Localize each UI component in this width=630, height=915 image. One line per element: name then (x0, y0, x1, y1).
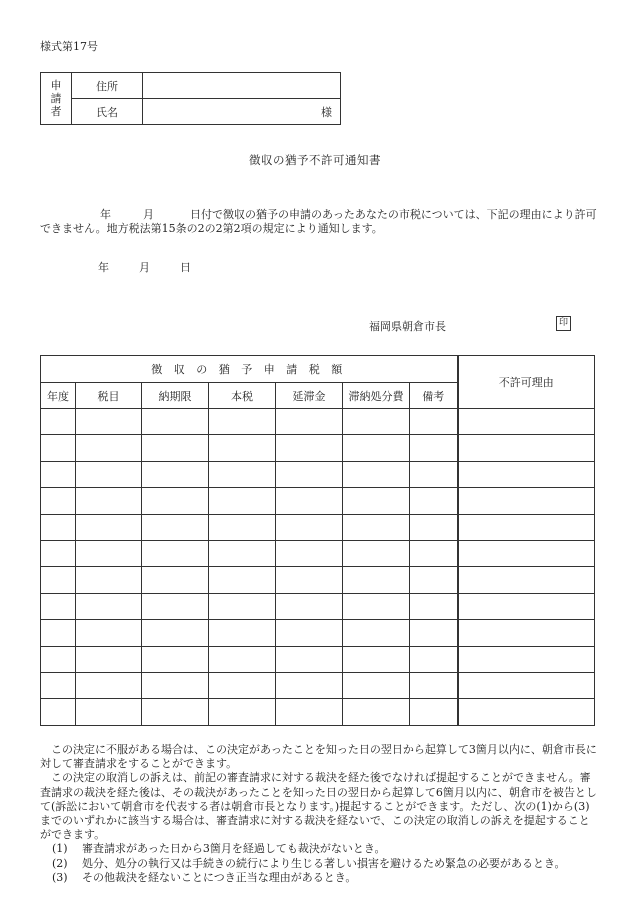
table-cell[interactable] (209, 461, 276, 487)
table-cell[interactable] (410, 540, 458, 566)
table-cell[interactable] (410, 646, 458, 672)
table-cell[interactable] (276, 540, 343, 566)
table-cell[interactable] (276, 672, 343, 698)
table-row (41, 435, 595, 461)
table-cell[interactable] (76, 514, 142, 540)
table-cell[interactable] (410, 672, 458, 698)
table-cell[interactable] (76, 461, 142, 487)
honorific: 様 (321, 105, 332, 119)
table-cell[interactable] (276, 488, 343, 514)
reason-cell[interactable] (458, 540, 595, 566)
table-cell[interactable] (41, 435, 76, 461)
table-cell[interactable] (142, 435, 209, 461)
table-cell[interactable] (209, 593, 276, 619)
table-row (41, 593, 595, 619)
table-cell[interactable] (343, 488, 410, 514)
note-paragraph-1: この決定に不服がある場合は、この決定があったことを知った日の翌日から起算して3箇月以内に、朝倉市長に対して審査請求をすることができます。 (40, 743, 597, 771)
col-header-year: 年度 (41, 383, 76, 409)
table-cell[interactable] (343, 699, 410, 725)
table-cell[interactable] (343, 461, 410, 487)
table-cell[interactable] (76, 435, 142, 461)
table-cell[interactable] (142, 672, 209, 698)
table-cell[interactable] (410, 567, 458, 593)
table-cell[interactable] (41, 488, 76, 514)
table-cell[interactable] (276, 620, 343, 646)
col-header-late-fee: 延滞金 (276, 383, 343, 409)
table-cell[interactable] (410, 461, 458, 487)
table-cell[interactable] (76, 620, 142, 646)
table-cell[interactable] (343, 409, 410, 435)
table-row (41, 699, 595, 725)
table-cell[interactable] (209, 646, 276, 672)
table-cell[interactable] (410, 435, 458, 461)
table-cell[interactable] (76, 646, 142, 672)
table-cell[interactable] (410, 699, 458, 725)
applicant-side-label: 申 請 者 (41, 73, 72, 125)
table-cell[interactable] (276, 461, 343, 487)
note-item-1: (1) 審査請求があった日から3箇月を経過しても裁決がないとき。 (52, 842, 386, 856)
reason-cell[interactable] (458, 488, 595, 514)
table-cell[interactable] (209, 514, 276, 540)
seal-mark: 印 (556, 316, 571, 331)
col-header-principal-tax: 本税 (209, 383, 276, 409)
table-cell[interactable] (343, 514, 410, 540)
table-cell[interactable] (41, 567, 76, 593)
table-cell[interactable] (276, 409, 343, 435)
table-cell[interactable] (41, 514, 76, 540)
table-cell[interactable] (76, 672, 142, 698)
table-row (41, 540, 595, 566)
table-cell[interactable] (142, 699, 209, 725)
name-label: 氏名 (72, 99, 143, 125)
col-header-disposition-cost: 滞納処分費 (343, 383, 410, 409)
table-cell[interactable] (142, 646, 209, 672)
note-item-2: (2) 処分、処分の執行又は手続きの続行により生じる著しい損害を避けるため緊急の必要があるとき。 (52, 856, 566, 870)
table-cell[interactable] (343, 567, 410, 593)
table-cell[interactable] (343, 593, 410, 619)
table-cell[interactable] (209, 488, 276, 514)
reason-cell[interactable] (458, 461, 595, 487)
body-paragraph: 年 月 日付で徴収の猶予の申請のあったあなたの市税については、下記の理由により許可できません。地方税法第15条の2の2第2項の規定により通知します。 (40, 208, 597, 235)
table-cell[interactable] (142, 461, 209, 487)
reason-cell[interactable] (458, 567, 595, 593)
issuer-name: 福岡県朝倉市長 (369, 320, 446, 333)
table-cell[interactable] (142, 409, 209, 435)
reason-cell[interactable] (458, 409, 595, 435)
table-cell[interactable] (41, 461, 76, 487)
table-cell[interactable] (209, 672, 276, 698)
note-paragraph-2: この決定の取消しの訴えは、前記の審査請求に対する裁決を経た後でなければ提起することができません。審査請求の裁決を経た後は、その裁決があったことを知った日の翌日から起算して6箇月以内に、朝倉市を被告として(訴訟において朝倉市を代表する者は朝倉市長となります。)提起することができます。ただし、次の(1)から(3)までのいずれかに該当する場合は、審査請求に対する裁決を経ないで、この決定の取消しの訴えを提起することができます。 (40, 771, 597, 842)
table-cell[interactable] (410, 409, 458, 435)
table-cell[interactable] (76, 409, 142, 435)
table-cell[interactable] (209, 540, 276, 566)
table-cell[interactable] (276, 567, 343, 593)
table-cell[interactable] (76, 488, 142, 514)
table-cell[interactable] (209, 409, 276, 435)
table-cell[interactable] (41, 699, 76, 725)
name-field[interactable] (143, 99, 341, 125)
table-cell[interactable] (142, 488, 209, 514)
table-row (41, 646, 595, 672)
reason-cell[interactable] (458, 646, 595, 672)
group-header: 徴 収 の 猶 予 申 請 税 額 (41, 356, 458, 383)
table-cell[interactable] (410, 488, 458, 514)
notes-section (40, 743, 600, 885)
table-cell[interactable] (276, 514, 343, 540)
table-cell[interactable] (209, 699, 276, 725)
table-cell[interactable] (76, 593, 142, 619)
table-cell[interactable] (41, 672, 76, 698)
table-cell[interactable] (142, 593, 209, 619)
table-row (41, 461, 595, 487)
table-cell[interactable] (209, 435, 276, 461)
table-cell[interactable] (343, 435, 410, 461)
reason-cell[interactable] (458, 672, 595, 698)
table-cell[interactable] (343, 672, 410, 698)
table-cell[interactable] (343, 540, 410, 566)
document-title: 徴収の猶予不許可通知書 (249, 153, 381, 167)
table-cell[interactable] (276, 646, 343, 672)
table-cell[interactable] (209, 620, 276, 646)
col-header-due-date: 納期限 (142, 383, 209, 409)
table-cell[interactable] (142, 620, 209, 646)
table-cell[interactable] (142, 540, 209, 566)
table-row (41, 672, 595, 698)
reason-header: 不許可理由 (458, 356, 595, 409)
issue-date: 年 月 日 (98, 261, 191, 274)
table-row (41, 567, 595, 593)
table-cell[interactable] (41, 620, 76, 646)
reason-cell[interactable] (458, 699, 595, 725)
table-row (41, 409, 595, 435)
address-label: 住所 (72, 73, 143, 99)
table-cell[interactable] (410, 593, 458, 619)
table-cell[interactable] (41, 646, 76, 672)
table-cell[interactable] (76, 567, 142, 593)
table-cell[interactable] (41, 540, 76, 566)
col-header-remarks: 備考 (410, 383, 458, 409)
tax-table (40, 355, 595, 726)
address-field[interactable] (143, 73, 341, 99)
table-cell[interactable] (410, 514, 458, 540)
reason-cell[interactable] (458, 435, 595, 461)
table-cell[interactable] (276, 699, 343, 725)
table-row (41, 620, 595, 646)
table-cell[interactable] (343, 620, 410, 646)
table-cell[interactable] (76, 699, 142, 725)
form-number: 様式第17号 (40, 40, 98, 53)
table-row (41, 488, 595, 514)
table-cell[interactable] (276, 435, 343, 461)
table-cell[interactable] (41, 593, 76, 619)
col-header-tax-item: 税目 (76, 383, 142, 409)
table-cell[interactable] (41, 409, 76, 435)
table-cell[interactable] (343, 646, 410, 672)
reason-cell[interactable] (458, 620, 595, 646)
table-cell[interactable] (209, 567, 276, 593)
table-cell[interactable] (142, 567, 209, 593)
applicant-table (40, 72, 341, 125)
table-cell[interactable] (410, 620, 458, 646)
note-item-3: (3) その他裁決を経ないことにつき正当な理由があるとき。 (52, 870, 357, 884)
table-cell[interactable] (276, 593, 343, 619)
table-row (41, 514, 595, 540)
table-cell[interactable] (142, 514, 209, 540)
reason-cell[interactable] (458, 593, 595, 619)
reason-cell[interactable] (458, 514, 595, 540)
table-cell[interactable] (76, 540, 142, 566)
